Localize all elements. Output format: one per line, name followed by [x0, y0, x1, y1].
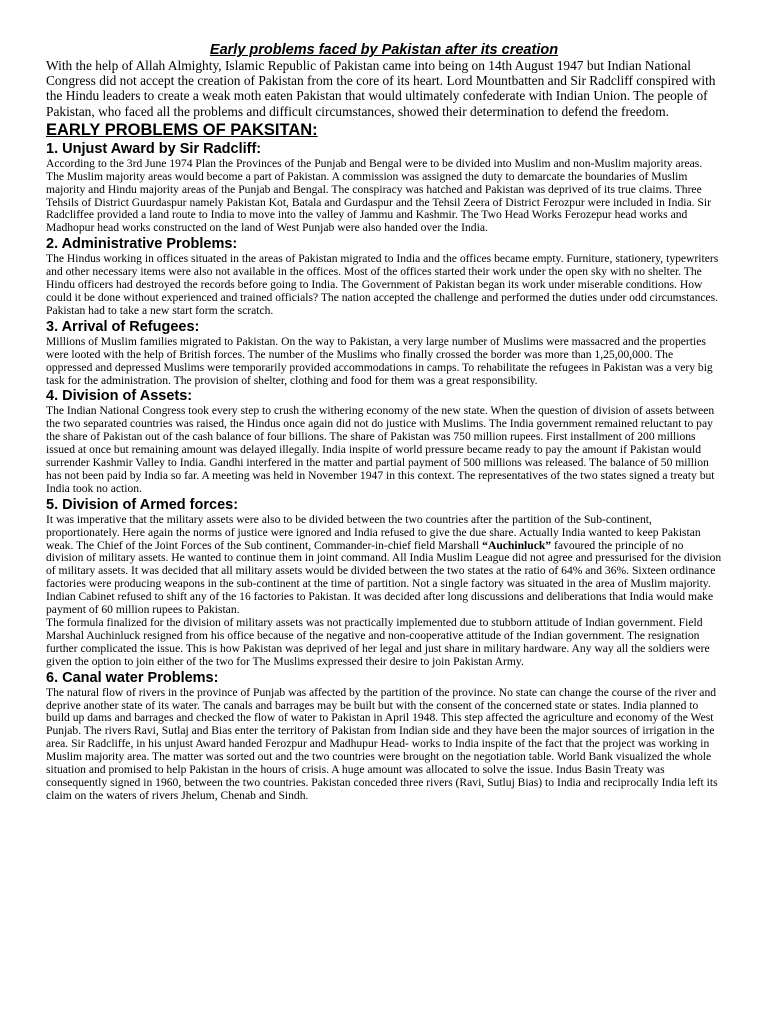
- section-paragraph: Millions of Muslim families migrated to Pakistan. On the way to Pakistan, a very large number of Muslims were massacred and the properties were looted with the help of British forces. The number of the Muslims who finally crossed the border was more than 1,25,00,000. The oppressed and depressed Muslims were temporarily provided accommodations in camps. To rehabilitate the refugees in Pakistan was a very big task for the administration. The provision of shelter, clothing and food for them was a great responsibility.: [46, 334, 713, 387]
- section-heading: 4. Division of Assets:: [46, 388, 193, 405]
- section-administrative-problems: [46, 235, 722, 318]
- section-paragraph: The formula finalized for the division of military assets was not practically implemented due to stubborn attitude of Indian government. Field Marshal Auchinluck resigned from his office because of the negative and non-cooperative attitude of the Indian government. The resignation further complicated the issue. This is how Pakistan was deprived of her legal and just share in military hardware. Any way all the soldiers were given the option to join either of the two for The Muslims expressed their desire to join Pakistan Army.: [46, 616, 710, 668]
- section-canal-water-problems: [46, 669, 722, 803]
- section-heading: 5. Division of Armed forces:: [46, 496, 239, 513]
- intro-paragraph: With the help of Allah Almighty, Islamic Republic of Pakistan came into being on 14th August 1947 but Indian National Congress did not accept the creation of Pakistan from the core of its heart. Lord Mountbatten and Sir Radcliff conspired with the Hindu leaders to create a weak moth eaten Pakistan that would ultimately confederate with Indian Union. The people of Pakistan, who faced all the problems and difficult circumstances, showed their determination to defend the freedom.: [46, 58, 716, 119]
- document-page: [46, 42, 722, 803]
- section-paragraph: The natural flow of rivers in the province of Punjab was affected by the partition of the province. No state can change the course of the river and deprive another state of its water. The canals and barrages may be built but with the consent of the concerned state or states. India planned to build up dams and barrages and checked the flow of water to Pakistan in April 1948. This step affected the agriculture and economy of the West Punjab. The rivers Ravi, Sutlaj and Bias enter the territory of Pakistan from Indian side and they have been the major sources of irrigation in the area. Sir Radcliffe, in his unjust Award handed Ferozpur and Madhupur Head- works to India inspite of the fact that the project was working in Muslim majority area. The matter was sorted out and the two countries were brought on the negotiation table. World Bank visualized the whole situation and promised to help Pakistan in the hours of crisis. A huge amount was allocated to solve the issue. Indus Basin Treaty was consequently signed in 1960, between the two countries. Pakistan conceded three rivers (Ravi, Sutluj Bias) to India and reciprocally India left its claim on the waters of rivers Jhelum, Chenab and Sindh.: [46, 685, 718, 802]
- section-division-of-armed-forces: [46, 496, 722, 669]
- paragraph-text: favoured the principle of no division of military assets. He wanted to continue them in joint command. All India Muslim League did not agree and pressurised for the division of military assets. It was decided that all military assets would be divided between the two states at the ratio of 64% and 36%. Sixteen ordinance factories were producing weapons in the sub-continent at the time of partition. Not a single factory was situated in the area of Muslim majority. Indian Cabinet refused to shift any of the 16 factories to Pakistan. It was decided after long discussions and deliberations that India would make payment of 60 million rupees to Pakistan.: [46, 538, 722, 617]
- section-paragraph: The Indian National Congress took every step to crush the withering economy of the new state. When the question of division of assets between the two separated countries was raised, the Hindus once again did not do justice with Muslims. The India government remained reluctant to pay the share of Pakistan out of the cash balance of four billions. The share of Pakistan was 750 million rupees. First installment of 200 millions issued at once but remaining amount was delayed illegally. India inspite of world pressure became ready to pay the amount if Pakistan would surrender Kashmir Valley to India. Gandhi interfered in the matter and partial payment of 500 millions was released. The balance of 50 million has not been paid by India so far. A meeting was held in November 1947 in this context. The representatives of the two states signed a treaty but India took no action.: [46, 404, 715, 495]
- section-paragraph: The Hindus working in offices situated in the areas of Pakistan migrated to India and the offices became empty. Furniture, stationery, typewriters and other necessary items were also not available in the offices. Most of the offices started their work under the open sky with no shelter. The Hindu officers had destroyed the records before going to India. The Government of Pakistan began its work under miserable conditions. How could it be done without experienced and trained officials? The nation accepted the challenge and performed the duties under odd circumstances. Pakistan had to take a new start form the scratch.: [46, 252, 719, 317]
- section-unjust-award: [46, 140, 722, 235]
- section-heading: 2. Administrative Problems:: [46, 236, 238, 253]
- main-heading: EARLY PROBLEMS OF PAKSITAN:: [46, 120, 318, 139]
- section-arrival-of-refugees: [46, 318, 722, 388]
- section-paragraph: According to the 3rd June 1974 Plan the Provinces of the Punjab and Bengal were to be divided into Muslim and non-Muslim majority areas. The Muslim majority areas would become a part of Pakistan. A commission was assigned the duty to demarcate the boundaries of Muslim majority and Hindu majority areas of the Punjab and Bengal. The conspiracy was hatched and Pakistan was deprived of its true claims. Three Tehsils of District Guurdaspur namely Pakistan Kot, Batala and Gurdaspur and the Tehsil Zeera of District Ferozpur were included in India. Sir Radcliffee provided a land route to India to move into the valley of Jammu and Kashmir. The Two Head Works Ferozepur head works and Madhopur head works constructed on the land of West Punjab were also handed over the India.: [46, 156, 711, 235]
- emphasized-name: “Auchinluck”: [482, 538, 552, 552]
- document-title: Early problems faced by Pakistan after its creation: [209, 42, 559, 58]
- section-heading: 6. Canal water Problems:: [46, 669, 219, 686]
- section-heading: 3. Arrival of Refugees:: [46, 318, 200, 335]
- section-heading: 1. Unjust Award by Sir Radcliff:: [46, 140, 262, 157]
- paragraph-text: It was imperative that the military assets were also to be divided between the two countries after the partition of the Sub-continent, proportionately. Here again the norms of justice were ignored and India refused to give the due share. Actually India wanted to keep Pakistan weak. The Chief of the Joint Forces of the Sub continent, Commander-in-chief field Marshall: [46, 512, 701, 552]
- section-paragraph: [46, 514, 722, 617]
- section-division-of-assets: [46, 387, 722, 495]
